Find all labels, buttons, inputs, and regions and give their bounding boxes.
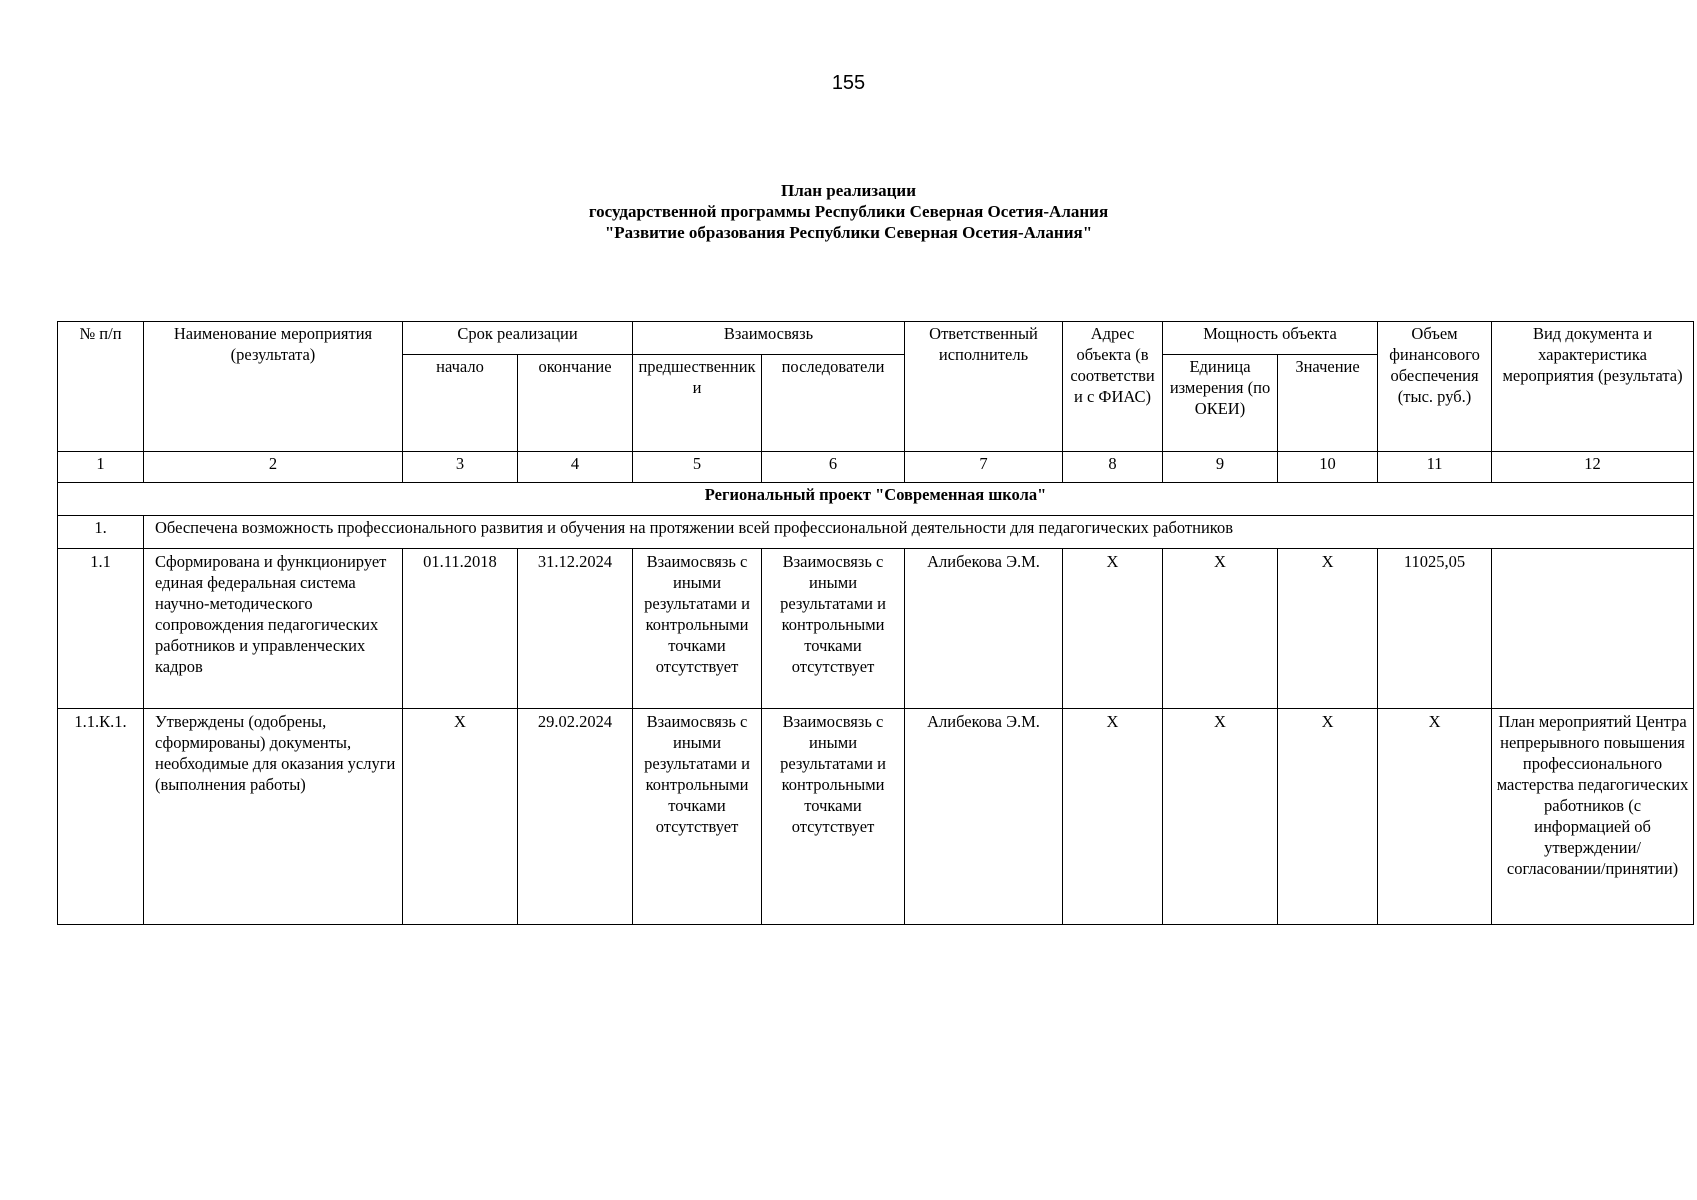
header-address: Адрес объекта (в соответствии с ФИАС) (1063, 322, 1163, 452)
header-term-start: начало (403, 355, 518, 452)
row-num: 1.1 (58, 549, 144, 709)
header-unit: Единица измерения (по ОКЕИ) (1163, 355, 1278, 452)
header-link-succ: последователи (762, 355, 905, 452)
document-title (0, 180, 1697, 243)
header-value: Значение (1278, 355, 1378, 452)
row-doc: План мероприятий Центра непрерывного повышения профессионального мастерства педагогических работников (с информацией об утверждении/согласовании/принятии) (1492, 709, 1694, 925)
table-row (58, 549, 1694, 709)
row-executor: Алибекова Э.М. (905, 709, 1063, 925)
header-doc: Вид документа и характеристика мероприятия (результата) (1492, 322, 1694, 452)
table-row (58, 709, 1694, 925)
section-title: Региональный проект "Современная школа" (58, 483, 1694, 516)
header-finance: Объем финансового обеспечения (тыс. руб.) (1378, 322, 1492, 452)
header-row-top (58, 322, 1694, 355)
row-successors: Взаимосвязь с иными результатами и контрольными точками отсутствует (762, 709, 905, 925)
row-executor: Алибекова Э.М. (905, 549, 1063, 709)
task-num: 1. (58, 516, 144, 549)
column-number: 2 (144, 452, 403, 483)
header-term-end: окончание (518, 355, 633, 452)
row-address: Х (1063, 549, 1163, 709)
column-number: 4 (518, 452, 633, 483)
header-link: Взаимосвязь (633, 322, 905, 355)
task-text: Обеспечена возможность профессионального развития и обучения на протяжении всей профессиональной деятельности для педагогических работников (144, 516, 1694, 549)
row-end: 31.12.2024 (518, 549, 633, 709)
title-line-2: государственной программы Республики Северная Осетия-Алания (588, 202, 1109, 221)
row-end: 29.02.2024 (518, 709, 633, 925)
implementation-plan-table (57, 321, 1694, 925)
header-capacity: Мощность объекта (1163, 322, 1378, 355)
row-doc (1492, 549, 1694, 709)
column-number: 12 (1492, 452, 1694, 483)
row-start: 01.11.2018 (403, 549, 518, 709)
header-link-pred: предшественники (633, 355, 762, 452)
header-term: Срок реализации (403, 322, 633, 355)
row-start: Х (403, 709, 518, 925)
row-unit: Х (1163, 549, 1278, 709)
header-executor: Ответственный исполнитель (905, 322, 1063, 452)
row-finance: Х (1378, 709, 1492, 925)
row-value: Х (1278, 709, 1378, 925)
column-number: 9 (1163, 452, 1278, 483)
column-number: 6 (762, 452, 905, 483)
section-row (58, 483, 1694, 516)
header-name: Наименование мероприятия (результата) (144, 322, 403, 452)
column-number: 10 (1278, 452, 1378, 483)
header-num: № п/п (58, 322, 144, 452)
row-predecessors: Взаимосвязь с иными результатами и контрольными точками отсутствует (633, 709, 762, 925)
row-num: 1.1.К.1. (58, 709, 144, 925)
row-name: Сформирована и функционирует единая федеральная система научно-методического сопровождения педагогических работников и управленческих кадров (144, 549, 403, 709)
title-line-3: "Развитие образования Республики Северная Осетия-Алания" (604, 223, 1093, 242)
column-number: 7 (905, 452, 1063, 483)
column-numbers-row (58, 452, 1694, 483)
row-value: Х (1278, 549, 1378, 709)
column-number: 8 (1063, 452, 1163, 483)
row-predecessors: Взаимосвязь с иными результатами и контрольными точками отсутствует (633, 549, 762, 709)
row-finance: 11025,05 (1378, 549, 1492, 709)
row-name: Утверждены (одобрены, сформированы) документы, необходимые для оказания услуги (выполнения работы) (144, 709, 403, 925)
row-successors: Взаимосвязь с иными результатами и контрольными точками отсутствует (762, 549, 905, 709)
title-line-1: План реализации (780, 181, 916, 200)
column-number: 11 (1378, 452, 1492, 483)
column-number: 3 (403, 452, 518, 483)
column-number: 5 (633, 452, 762, 483)
task-row (58, 516, 1694, 549)
row-unit: Х (1163, 709, 1278, 925)
page-number: 155 (831, 72, 866, 94)
row-address: Х (1063, 709, 1163, 925)
column-number: 1 (58, 452, 144, 483)
